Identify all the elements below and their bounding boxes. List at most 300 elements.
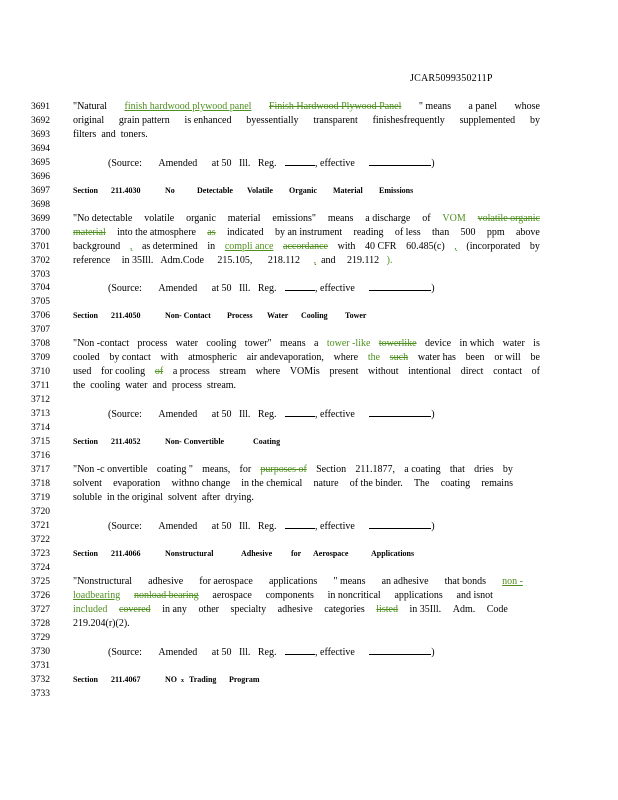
text-line [0, 617, 618, 631]
section-heading [0, 435, 618, 449]
line-number: 3726 [31, 591, 50, 601]
text: supplemented [459, 115, 516, 126]
heading-word: for [291, 549, 302, 558]
text: in 35Ill. [121, 255, 154, 266]
source-effective: , effective [315, 409, 355, 420]
line-number: 3699 [31, 214, 50, 224]
blank-line [285, 645, 315, 655]
line-row [0, 659, 618, 673]
blank-line [369, 519, 431, 529]
text: filters [73, 129, 97, 140]
text: evaporation [113, 478, 161, 489]
line-number: 3715 [31, 437, 50, 447]
text: by [502, 464, 513, 475]
source-at: at 50 [211, 283, 232, 294]
text: VOMis [289, 366, 320, 377]
line-number: 3693 [31, 130, 50, 140]
text: adhesive [148, 576, 184, 587]
text: soluble [73, 492, 102, 503]
text: with [160, 352, 179, 363]
line-number: 3729 [31, 633, 50, 643]
text: dries [474, 464, 494, 475]
line-number: 3714 [31, 423, 50, 433]
line-number: 3724 [31, 563, 50, 573]
heading-word: Detectable [197, 186, 233, 195]
text: a process [172, 366, 210, 377]
text-line [0, 337, 618, 351]
text: contact [493, 366, 522, 377]
text: finishesfrequently [372, 115, 445, 126]
text: grain pattern [118, 115, 170, 126]
text: a panel [468, 101, 497, 112]
text: that bonds [444, 576, 487, 587]
text: aerospace [212, 590, 252, 601]
source-effective: , effective [315, 647, 355, 658]
heading-word: Trading [189, 675, 217, 684]
text-line [0, 491, 618, 505]
source-open: (Source: [108, 409, 142, 420]
text: transparent [313, 115, 358, 126]
heading-word: x [181, 678, 184, 684]
line-number: 3692 [31, 116, 50, 126]
text: for [239, 464, 252, 475]
line-row [0, 268, 618, 282]
text: in 35Ill. [409, 604, 442, 615]
line-number: 3708 [31, 339, 50, 349]
text: by [529, 241, 540, 252]
source-note [0, 407, 618, 421]
text: is [533, 338, 540, 349]
heading-word: Water [267, 311, 289, 320]
text: specialty [230, 604, 267, 615]
text-line [0, 477, 618, 491]
text: by [529, 115, 540, 126]
text: 219.204(r)(2). [73, 618, 130, 629]
line-number: 3707 [31, 325, 50, 335]
text: water [502, 338, 525, 349]
line-number: 3720 [31, 507, 50, 517]
text: nature [313, 478, 339, 489]
heading-word: Coating [253, 437, 281, 446]
blank-line [369, 407, 431, 417]
line-number: 3719 [31, 493, 50, 503]
deleted-text: listed [376, 604, 398, 615]
inserted-text: included [73, 604, 108, 615]
text: 215.105, [217, 255, 253, 266]
text: Adm.Code [160, 255, 204, 266]
line-number: 3691 [31, 102, 50, 112]
line-row [0, 393, 618, 407]
line-number: 3705 [31, 297, 50, 307]
text: in any [162, 604, 187, 615]
line-number: 3696 [31, 172, 50, 182]
text-line [0, 226, 618, 240]
text: Section [316, 464, 347, 475]
text-line [0, 212, 618, 226]
source-effective: , effective [315, 158, 355, 169]
text: water [125, 380, 148, 391]
section-number: 211.4066 [111, 549, 141, 558]
source-close: ) [431, 647, 435, 658]
text: is enhanced [184, 115, 232, 126]
inserted-text: , [313, 255, 317, 266]
source-amended: Amended [158, 647, 198, 658]
text-line [0, 254, 618, 268]
text: and [321, 255, 336, 266]
text: by contact [109, 352, 151, 363]
heading-word: Cooling [301, 311, 328, 320]
line-row [0, 533, 618, 547]
section-label: Section [73, 437, 98, 446]
text: a coating [404, 464, 441, 475]
heading-word: Non [165, 311, 180, 320]
text: Code [486, 604, 508, 615]
section-heading [0, 673, 618, 687]
text: means, [202, 464, 231, 475]
deleted-text: nonload bearing [133, 590, 199, 601]
text: cooling [206, 338, 237, 349]
text: stream. [206, 380, 237, 391]
text: be [530, 352, 540, 363]
heading-word: Emissions [379, 186, 414, 195]
text-line [0, 575, 618, 589]
text: of [422, 213, 431, 224]
text: applications [268, 576, 318, 587]
section-label: Section [73, 311, 98, 320]
line-row [0, 687, 618, 701]
source-close: ) [431, 409, 435, 420]
text: reference [73, 255, 111, 266]
text: original [73, 115, 105, 126]
heading-word: Program [229, 675, 260, 684]
line-number: 3703 [31, 270, 50, 280]
text: ppm [486, 227, 505, 238]
text: withno change [171, 478, 231, 489]
text: "Nonstructural [73, 576, 133, 587]
heading-word: Organic [289, 186, 317, 195]
text: drying. [225, 492, 254, 503]
heading-word: - Contact [179, 311, 211, 320]
section-heading [0, 309, 618, 323]
text: than [432, 227, 450, 238]
line-row [0, 295, 618, 309]
source-ill: Ill. [239, 283, 251, 294]
text-line [0, 589, 618, 603]
text: (incorporated [466, 241, 521, 252]
text-line [0, 100, 618, 114]
source-amended: Amended [158, 521, 198, 532]
heading-word: Material [333, 186, 363, 195]
source-close: ) [431, 158, 435, 169]
line-number: 3722 [31, 535, 50, 545]
line-number: 3731 [31, 661, 50, 671]
source-close: ) [431, 521, 435, 532]
text: means [327, 213, 354, 224]
text-line [0, 463, 618, 477]
source-effective: , effective [315, 283, 355, 294]
source-open: (Source: [108, 158, 142, 169]
line-number: 3728 [31, 619, 50, 629]
line-number: 3732 [31, 675, 50, 685]
text: and isnot [456, 590, 493, 601]
line-number: 3723 [31, 549, 50, 559]
text: into the atmosphere [117, 227, 196, 238]
source-at: at 50 [211, 158, 232, 169]
text: air andevaporation, [246, 352, 324, 363]
line-row [0, 170, 618, 184]
source-open: (Source: [108, 521, 142, 532]
text: been [465, 352, 485, 363]
line-number: 3730 [31, 647, 50, 657]
text: a discharge [365, 213, 411, 224]
text: in which [459, 338, 495, 349]
line-number: 3713 [31, 409, 50, 419]
text: "Natural [73, 101, 108, 112]
heading-word: NO [165, 675, 177, 684]
source-effective: , effective [315, 521, 355, 532]
text: "Non -c onvertible [73, 464, 148, 475]
text: coating " [156, 464, 193, 475]
line-row [0, 561, 618, 575]
source-open: (Source: [108, 647, 142, 658]
text: Adm. [452, 604, 476, 615]
text: and [152, 380, 167, 391]
text: "Non -contact [73, 338, 130, 349]
text: reading [353, 227, 384, 238]
text: direct [460, 366, 484, 377]
source-close: ) [431, 283, 435, 294]
text: emissions" [272, 213, 316, 224]
source-reg: Reg. [257, 283, 277, 294]
section-heading [0, 547, 618, 561]
section-label: Section [73, 549, 98, 558]
source-note [0, 645, 618, 659]
text: organic [186, 213, 216, 224]
heading-word: Tower [345, 311, 367, 320]
line-number: 3725 [31, 577, 50, 587]
blank-line [369, 645, 431, 655]
text: " means [418, 101, 451, 112]
section-number: 211.4030 [111, 186, 141, 195]
blank-line [285, 407, 315, 417]
text: water [175, 338, 199, 349]
text: components [265, 590, 314, 601]
text: intentional [408, 366, 452, 377]
text: coating [440, 478, 471, 489]
deleted-text: covered [118, 604, 151, 615]
text: tower" [244, 338, 272, 349]
text: in [207, 241, 216, 252]
source-reg: Reg. [257, 409, 277, 420]
text: after [201, 492, 221, 503]
line-row [0, 631, 618, 645]
text: whose [514, 101, 540, 112]
text-line [0, 351, 618, 365]
text: other [198, 604, 219, 615]
text: 218.112 [267, 255, 301, 266]
heading-word: Aerospace [313, 549, 349, 558]
line-number: 3711 [31, 381, 50, 391]
line-number: 3694 [31, 144, 50, 154]
text: in the original [106, 492, 163, 503]
text: categories [324, 604, 365, 615]
text: solvent [73, 478, 102, 489]
text: as determined [141, 241, 198, 252]
source-open: (Source: [108, 283, 142, 294]
text: above [515, 227, 540, 238]
deleted-text: of [154, 366, 164, 377]
inserted-text: , [454, 241, 457, 252]
deleted-text: accordance [283, 241, 328, 252]
text: 60.485(c) [406, 241, 445, 252]
source-ill: Ill. [239, 521, 251, 532]
source-amended: Amended [158, 409, 198, 420]
line-number: 3733 [31, 689, 50, 699]
deleted-text: material [73, 227, 106, 238]
blank-line [369, 156, 431, 166]
source-note [0, 156, 618, 170]
text: with [337, 241, 356, 252]
line-row [0, 198, 618, 212]
text: for cooling [101, 366, 146, 377]
inserted-text: the [367, 352, 381, 363]
source-note [0, 281, 618, 295]
section-number: 211.4050 [111, 311, 141, 320]
line-row [0, 505, 618, 519]
line-number: 3706 [31, 311, 50, 321]
text: 500 [460, 227, 476, 238]
line-number: 3702 [31, 256, 50, 266]
text-line [0, 379, 618, 393]
inserted-text: loadbearing [73, 590, 121, 601]
text: that [449, 464, 465, 475]
text: 40 CFR [365, 241, 397, 252]
text: applications [394, 590, 443, 601]
text: in the chemical [241, 478, 303, 489]
text: " means [333, 576, 366, 587]
text: an adhesive [381, 576, 429, 587]
text: where [255, 366, 281, 377]
line-number: 3727 [31, 605, 50, 615]
inserted-text: non - [502, 576, 523, 587]
blank-line [369, 281, 431, 291]
source-reg: Reg. [257, 158, 277, 169]
document-id: JCAR5099350211P [410, 73, 493, 84]
heading-word: Adhesive [241, 549, 273, 558]
inserted-text: ). [386, 255, 393, 266]
inserted-text: , [129, 241, 133, 252]
text: device [424, 338, 452, 349]
text: stream [219, 366, 247, 377]
line-row [0, 323, 618, 337]
inserted-text: tower -like [326, 338, 371, 349]
text: the [73, 380, 86, 391]
section-heading [0, 184, 618, 198]
deleted-text: purposes of [260, 464, 307, 475]
source-at: at 50 [211, 409, 232, 420]
inserted-text: finish hardwood plywood panel [124, 101, 252, 112]
text: adhesive [277, 604, 313, 615]
line-number: 3710 [31, 367, 50, 377]
text: byessentially [246, 115, 299, 126]
blank-line [285, 156, 315, 166]
text: process [171, 380, 202, 391]
deleted-text: Finish Hardwood Plywood Panel [268, 101, 402, 112]
deleted-text: volatile organic [477, 213, 540, 224]
line-number: 3701 [31, 242, 50, 252]
text-line [0, 240, 618, 254]
text: in noncritical [327, 590, 381, 601]
inserted-text: VOM [442, 213, 466, 224]
blank-line [285, 281, 315, 291]
line-row [0, 142, 618, 156]
source-reg: Reg. [257, 647, 277, 658]
text: without [368, 366, 399, 377]
source-at: at 50 [211, 521, 232, 532]
blank-line [285, 519, 315, 529]
line-number: 3716 [31, 451, 50, 461]
source-at: at 50 [211, 647, 232, 658]
text: and [101, 129, 116, 140]
heading-word: Process [227, 311, 253, 320]
text-line [0, 128, 618, 142]
deleted-text: such [389, 352, 409, 363]
line-row [0, 421, 618, 435]
text: a [313, 338, 319, 349]
source-ill: Ill. [239, 647, 251, 658]
line-number: 3697 [31, 186, 50, 196]
text: by an instrument [274, 227, 343, 238]
section-label: Section [73, 186, 98, 195]
source-amended: Amended [158, 158, 198, 169]
line-number: 3712 [31, 395, 50, 405]
text-line [0, 114, 618, 128]
text: remains [481, 478, 513, 489]
heading-word: - Convertible [179, 437, 225, 446]
source-ill: Ill. [239, 158, 251, 169]
text: "No detectable [73, 213, 133, 224]
text-line [0, 365, 618, 379]
section-number: 211.4052 [111, 437, 141, 446]
line-number: 3717 [31, 465, 50, 475]
text: 219.112 [347, 255, 380, 266]
heading-word: Non [165, 437, 180, 446]
heading-word: No [165, 186, 175, 195]
line-number: 3709 [31, 353, 50, 363]
line-number: 3721 [31, 521, 50, 531]
text: used [73, 366, 92, 377]
text: of the binder. [349, 478, 403, 489]
text: The [413, 478, 430, 489]
deleted-text: towerlike [378, 338, 417, 349]
source-ill: Ill. [239, 409, 251, 420]
text: volatile [144, 213, 175, 224]
text: indicated [226, 227, 264, 238]
text: toners. [120, 129, 148, 140]
line-number: 3700 [31, 228, 50, 238]
text: where [333, 352, 359, 363]
line-row [0, 449, 618, 463]
text: background [73, 241, 121, 252]
text-line [0, 603, 618, 617]
text: for aerospace [199, 576, 253, 587]
text: solvent [168, 492, 197, 503]
text: present [329, 366, 359, 377]
text: atmospheric [188, 352, 237, 363]
source-note [0, 519, 618, 533]
text: material [227, 213, 261, 224]
text: cooling [90, 380, 121, 391]
